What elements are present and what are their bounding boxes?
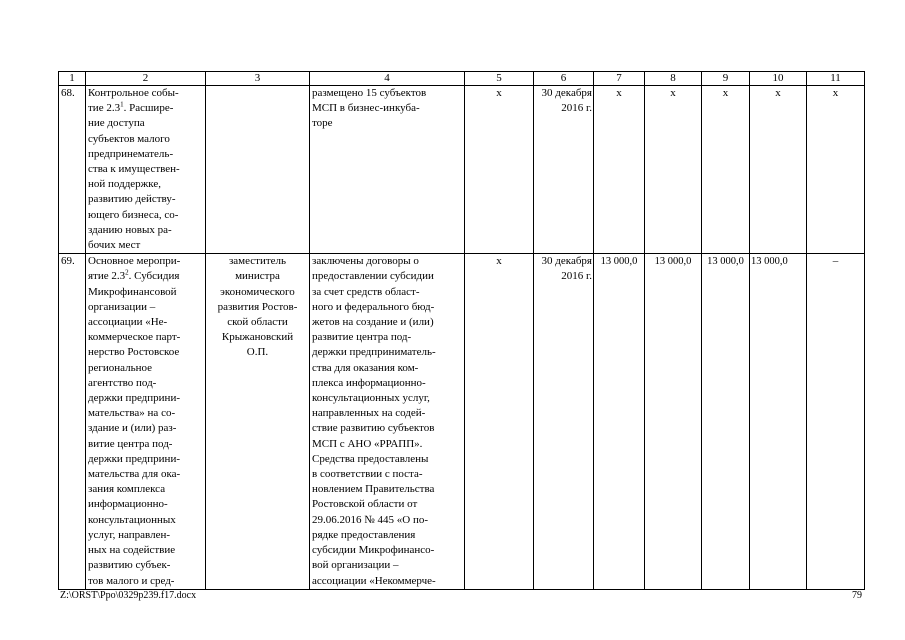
row-number: 69. — [59, 254, 86, 589]
col-header: 11 — [807, 72, 865, 86]
cell-col9: х — [702, 86, 750, 254]
cell-col9: 13 000,0 — [702, 254, 750, 589]
event-title: Основное меропри- ятие $2.3^2$. Субсидия Микрофинансовой организации – ассоциации «Не- коммерческое парт- нерство Ростовское региональное агентство под- держки предприни- мательства» на со- здание и (или) раз- витие центра под- держки предприни- мательства для ока- зания комплекса информационно- консультационных услуг, направлен- ных на содействие развитию субъек- тов малого и сред- — [86, 254, 206, 589]
col-header: 6 — [534, 72, 594, 86]
cell-col5: х — [465, 254, 534, 589]
footer-file-path: Z:\ORST\Ppo\0329p239.f17.docx — [60, 590, 197, 601]
cell-col7: 13 000,0 — [594, 254, 645, 589]
deadline-date: 30 декабря 2016 г. — [534, 86, 594, 254]
cell-col5: х — [465, 86, 534, 254]
table-row — [59, 86, 865, 254]
col-header: 8 — [645, 72, 702, 86]
col-header: 5 — [465, 72, 534, 86]
header-row — [59, 72, 865, 86]
responsible: заместитель министра экономического развития Ростов- ской области Крыжановский О.П. — [206, 254, 310, 589]
row-number: 68. — [59, 86, 86, 254]
event-title: Контрольное собы- тие $2.3^1$. Расшире- ние доступа субъектов малого предпринематель- ства к имуществен- ной поддержке, развитию действу- ющего бизнеса, со- зданию новых ра- бочих мест — [86, 86, 206, 254]
col-header: 4 — [310, 72, 465, 86]
cell-col10: 13 000,0 — [750, 254, 807, 589]
cell-col11: – — [807, 254, 865, 589]
result: заключены договоры о предоставлении субсидии за счет средств област- ного и федерального бюд- жетов на создание и (или) развитие центра под- держки предприниматель- ства для оказания ком- плекса информационно- консультационных услуг, направленных на содей- ствие развитию субъектов МСП с АНО «РРАПП». Средства предоставлены в соответствии с поста- новлением Правительства Ростовской области от 29.06.2016 № 445 «О по- рядке предоставления субсидии Микрофинансо- вой организации – ассоциации «Некоммерче- — [310, 254, 465, 589]
result: размещено 15 субъектов МСП в бизнес-инкуба- торе — [310, 86, 465, 254]
cell-col8: х — [645, 86, 702, 254]
col-header: 3 — [206, 72, 310, 86]
cell-col8: 13 000,0 — [645, 254, 702, 589]
col-header: 10 — [750, 72, 807, 86]
table-row — [59, 254, 865, 589]
cell-col10: х — [750, 86, 807, 254]
deadline-date: 30 декабря 2016 г. — [534, 254, 594, 589]
main-table — [58, 71, 865, 590]
col-header: 2 — [86, 72, 206, 86]
footer-page-number: 79 — [852, 590, 862, 601]
cell-col11: х — [807, 86, 865, 254]
col-header: 9 — [702, 72, 750, 86]
col-header: 1 — [59, 72, 86, 86]
col-header: 7 — [594, 72, 645, 86]
cell-col7: х — [594, 86, 645, 254]
responsible — [206, 86, 310, 254]
